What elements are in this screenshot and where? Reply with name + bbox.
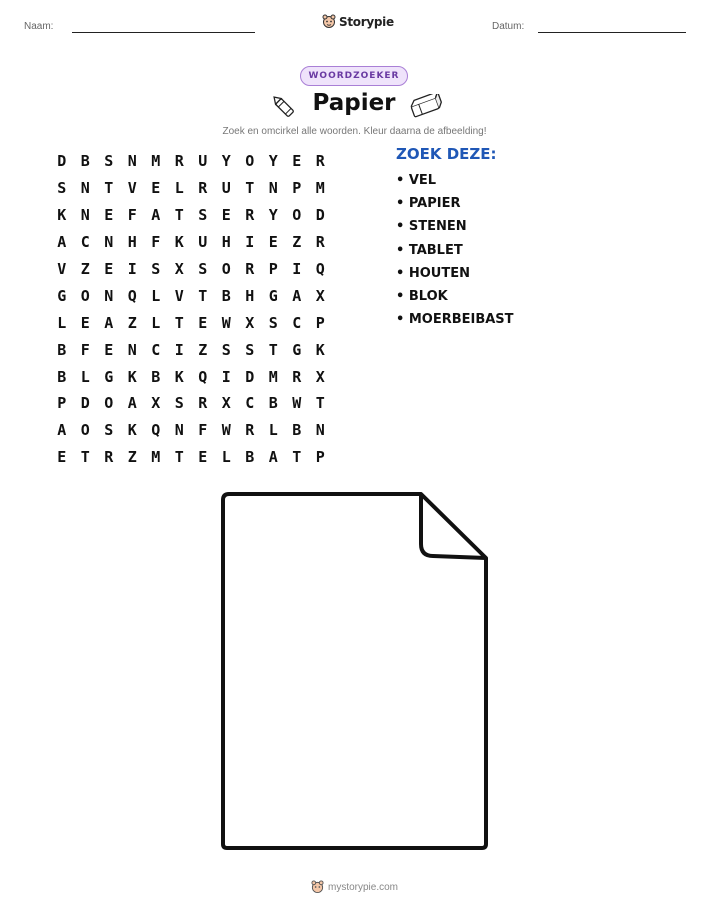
grid-letter[interactable]: T bbox=[292, 448, 302, 467]
word-list bbox=[396, 172, 514, 334]
grid-row bbox=[50, 336, 332, 363]
grid-letter[interactable]: R bbox=[292, 367, 302, 386]
grid-letter[interactable]: M bbox=[315, 179, 325, 198]
grid-letter[interactable]: X bbox=[174, 260, 184, 278]
grid-letter[interactable]: R bbox=[198, 179, 208, 198]
grid-letter[interactable]: E bbox=[104, 260, 114, 278]
grid-row bbox=[50, 229, 332, 256]
grid-letter[interactable]: L bbox=[57, 313, 67, 332]
grid-row bbox=[50, 417, 332, 444]
grid-letter[interactable]: V bbox=[174, 286, 184, 305]
word-list-item: • VEL bbox=[396, 173, 437, 188]
grid-letter[interactable]: O bbox=[80, 286, 90, 305]
grid-letter[interactable]: S bbox=[268, 313, 278, 332]
grid-letter[interactable]: U bbox=[221, 179, 231, 198]
grid-letter[interactable]: G bbox=[292, 340, 302, 359]
grid-letter[interactable]: S bbox=[221, 340, 231, 359]
grid-letter[interactable]: N bbox=[104, 286, 114, 305]
grid-letter[interactable]: K bbox=[315, 340, 325, 359]
grid-row bbox=[50, 309, 332, 336]
grid-letter[interactable]: Z bbox=[292, 233, 302, 252]
grid-letter[interactable]: C bbox=[292, 313, 302, 332]
grid-letter[interactable]: N bbox=[315, 421, 325, 440]
grid-letter[interactable]: N bbox=[80, 179, 90, 198]
grid-letter[interactable]: L bbox=[221, 448, 231, 467]
brand-name: Storypie bbox=[339, 14, 394, 29]
crayon-icon bbox=[270, 93, 298, 121]
grid-letter[interactable]: R bbox=[315, 233, 325, 252]
grid-letter[interactable]: A bbox=[57, 421, 67, 440]
grid-letter[interactable]: G bbox=[104, 367, 114, 386]
grid-letter[interactable]: E bbox=[221, 206, 231, 225]
grid-letter[interactable]: Z bbox=[127, 448, 137, 467]
grid-letter[interactable]: O bbox=[292, 206, 302, 225]
grid-letter[interactable]: R bbox=[104, 448, 114, 467]
grid-letter[interactable]: N bbox=[174, 421, 184, 440]
grid-letter[interactable]: H bbox=[127, 233, 137, 252]
grid-letter[interactable]: Q bbox=[127, 286, 137, 305]
grid-letter[interactable]: B bbox=[57, 367, 67, 386]
grid-letter[interactable]: V bbox=[127, 179, 137, 198]
grid-letter[interactable]: C bbox=[151, 340, 161, 359]
grid-letter[interactable]: F bbox=[151, 233, 161, 252]
grid-letter[interactable]: T bbox=[174, 206, 184, 225]
grid-letter[interactable]: I bbox=[245, 233, 255, 252]
grid-letter[interactable]: E bbox=[292, 152, 302, 171]
instructions: Zoek en omcirkel alle woorden. Kleur daarna de afbeelding! bbox=[222, 126, 487, 137]
grid-letter[interactable]: R bbox=[245, 421, 255, 440]
storypie-mascot-icon bbox=[322, 14, 336, 29]
grid-letter[interactable]: L bbox=[174, 179, 184, 198]
footer bbox=[0, 880, 709, 894]
grid-letter[interactable]: K bbox=[127, 421, 137, 440]
grid-letter[interactable]: E bbox=[104, 340, 114, 359]
grid-letter[interactable]: E bbox=[151, 179, 161, 198]
grid-letter[interactable]: F bbox=[198, 421, 208, 440]
date-line bbox=[538, 32, 686, 33]
grid-letter[interactable]: L bbox=[151, 313, 161, 332]
grid-letter[interactable]: S bbox=[245, 340, 255, 359]
grid-letter[interactable]: S bbox=[104, 421, 114, 440]
grid-letter[interactable]: B bbox=[221, 286, 231, 305]
word-search-grid bbox=[50, 148, 332, 471]
worksheet-type-badge: WOORDZOEKER bbox=[300, 66, 408, 86]
eraser-icon bbox=[408, 94, 442, 120]
grid-letter[interactable]: X bbox=[151, 394, 161, 413]
grid-row bbox=[50, 148, 332, 175]
grid-letter[interactable]: B bbox=[268, 394, 278, 413]
grid-letter[interactable]: T bbox=[80, 448, 90, 467]
grid-letter[interactable]: R bbox=[245, 206, 255, 225]
grid-row bbox=[50, 444, 332, 471]
grid-letter[interactable]: A bbox=[104, 313, 114, 332]
grid-letter[interactable]: W bbox=[221, 313, 231, 332]
grid-letter[interactable]: S bbox=[174, 394, 184, 413]
grid-letter[interactable]: Q bbox=[198, 367, 208, 386]
grid-letter[interactable]: P bbox=[315, 448, 325, 467]
grid-letter[interactable]: W bbox=[221, 421, 231, 440]
grid-letter[interactable]: V bbox=[57, 260, 67, 278]
grid-row bbox=[50, 175, 332, 202]
page-title: Papier bbox=[312, 90, 396, 116]
grid-letter[interactable]: B bbox=[245, 448, 255, 467]
grid-letter[interactable]: K bbox=[57, 206, 67, 225]
grid-letter[interactable]: D bbox=[245, 367, 255, 386]
grid-letter[interactable]: N bbox=[80, 206, 90, 225]
grid-letter[interactable]: I bbox=[292, 260, 302, 278]
grid-letter[interactable]: T bbox=[174, 448, 184, 467]
grid-letter[interactable]: C bbox=[80, 233, 90, 252]
grid-letter[interactable]: M bbox=[151, 448, 161, 467]
grid-letter[interactable]: Q bbox=[315, 260, 325, 278]
grid-letter[interactable]: A bbox=[127, 394, 137, 413]
grid-letter[interactable]: Y bbox=[221, 152, 231, 171]
word-list-item: • TABLET bbox=[396, 242, 463, 258]
word-list-item: • STENEN bbox=[396, 219, 467, 235]
grid-letter[interactable]: T bbox=[174, 313, 184, 332]
grid-letter[interactable]: K bbox=[127, 367, 137, 386]
grid-letter[interactable]: L bbox=[80, 367, 90, 386]
grid-letter[interactable]: T bbox=[245, 179, 255, 198]
grid-letter[interactable]: H bbox=[221, 233, 231, 252]
word-list-item: • BLOK bbox=[396, 288, 448, 304]
storypie-mascot-icon bbox=[311, 880, 324, 894]
grid-letter[interactable]: K bbox=[174, 367, 184, 386]
grid-letter[interactable]: X bbox=[221, 394, 231, 413]
grid-letter[interactable]: G bbox=[57, 286, 67, 305]
grid-letter[interactable]: B bbox=[292, 421, 302, 440]
grid-letter[interactable]: E bbox=[104, 206, 114, 225]
grid-letter[interactable]: A bbox=[268, 448, 278, 467]
brand-logo bbox=[322, 14, 394, 29]
grid-letter[interactable]: C bbox=[245, 394, 255, 413]
grid-letter[interactable]: O bbox=[221, 260, 231, 278]
grid-letter[interactable]: T bbox=[268, 340, 278, 359]
grid-letter[interactable]: X bbox=[245, 313, 255, 332]
footer-site-link[interactable]: mystorypie.com bbox=[327, 881, 398, 893]
grid-letter[interactable]: Z bbox=[198, 340, 208, 359]
grid-letter[interactable]: T bbox=[198, 286, 208, 305]
grid-letter[interactable]: X bbox=[315, 286, 325, 305]
grid-letter[interactable]: R bbox=[174, 152, 184, 171]
grid-letter[interactable]: E bbox=[268, 233, 278, 252]
grid-letter[interactable]: U bbox=[198, 233, 208, 252]
grid-letter[interactable]: S bbox=[57, 179, 67, 198]
grid-letter[interactable]: A bbox=[151, 206, 161, 225]
grid-letter[interactable]: P bbox=[268, 260, 278, 278]
grid-letter[interactable]: O bbox=[104, 394, 114, 413]
grid-letter[interactable]: F bbox=[127, 206, 137, 225]
grid-letter[interactable]: K bbox=[174, 233, 184, 252]
word-list-item: • PAPIER bbox=[396, 196, 461, 212]
grid-letter[interactable]: N bbox=[127, 152, 137, 171]
grid-letter[interactable]: S bbox=[198, 260, 208, 278]
grid-row bbox=[50, 363, 332, 390]
grid-letter[interactable]: D bbox=[57, 152, 67, 171]
name-line bbox=[72, 32, 255, 33]
grid-letter[interactable]: N bbox=[127, 340, 137, 359]
grid-letter[interactable]: R bbox=[315, 152, 325, 171]
grid-row bbox=[50, 282, 332, 309]
grid-letter[interactable]: N bbox=[104, 233, 114, 252]
grid-letter[interactable]: L bbox=[268, 421, 278, 440]
grid-letter[interactable]: R bbox=[198, 394, 208, 413]
grid-letter[interactable]: Y bbox=[268, 152, 278, 171]
grid-letter[interactable]: I bbox=[221, 367, 231, 386]
grid-row bbox=[50, 390, 332, 417]
grid-letter[interactable]: Z bbox=[127, 313, 137, 332]
grid-letter[interactable]: Y bbox=[268, 206, 278, 225]
paper-sheet-icon bbox=[215, 488, 495, 858]
grid-letter[interactable]: G bbox=[268, 286, 278, 305]
grid-letter[interactable]: A bbox=[292, 286, 302, 305]
grid-letter[interactable]: O bbox=[80, 421, 90, 440]
grid-letter[interactable]: D bbox=[315, 206, 325, 225]
grid-letter[interactable]: E bbox=[198, 448, 208, 467]
grid-letter[interactable]: F bbox=[80, 340, 90, 359]
grid-letter[interactable]: E bbox=[198, 313, 208, 332]
grid-letter[interactable]: Z bbox=[80, 260, 90, 278]
grid-letter[interactable]: I bbox=[127, 260, 137, 278]
grid-letter[interactable]: M bbox=[151, 152, 161, 171]
grid-letter[interactable]: N bbox=[268, 179, 278, 198]
grid-letter[interactable]: L bbox=[151, 286, 161, 305]
name-label: Naam: bbox=[24, 21, 54, 32]
grid-letter[interactable]: B bbox=[57, 340, 67, 359]
grid-letter[interactable]: P bbox=[292, 179, 302, 198]
grid-letter[interactable]: S bbox=[151, 260, 161, 278]
grid-letter[interactable]: S bbox=[104, 152, 114, 171]
grid-letter[interactable]: H bbox=[245, 286, 255, 305]
word-list-item: • MOERBEIBAST bbox=[396, 312, 514, 328]
grid-letter[interactable]: I bbox=[174, 340, 184, 359]
grid-letter[interactable]: S bbox=[198, 206, 208, 225]
grid-letter[interactable]: D bbox=[80, 394, 90, 413]
grid-letter[interactable]: W bbox=[292, 394, 302, 413]
grid-letter[interactable]: A bbox=[57, 233, 67, 252]
grid-letter[interactable]: X bbox=[315, 367, 325, 386]
grid-letter[interactable]: P bbox=[315, 313, 325, 332]
grid-letter[interactable]: Q bbox=[151, 421, 161, 440]
grid-letter[interactable]: U bbox=[198, 152, 208, 171]
grid-letter[interactable]: O bbox=[245, 152, 255, 171]
grid-letter[interactable]: E bbox=[57, 448, 67, 467]
word-list-title: ZOEK DEZE: bbox=[396, 145, 497, 163]
word-list-item: • HOUTEN bbox=[396, 265, 470, 281]
grid-letter[interactable]: B bbox=[80, 152, 90, 171]
grid-letter[interactable]: R bbox=[245, 260, 255, 278]
grid-letter[interactable]: E bbox=[80, 313, 90, 332]
grid-row bbox=[50, 256, 332, 283]
date-label: Datum: bbox=[492, 21, 525, 32]
grid-letter[interactable]: M bbox=[268, 367, 278, 386]
grid-letter[interactable]: B bbox=[151, 367, 161, 386]
grid-row bbox=[50, 202, 332, 229]
grid-letter[interactable]: T bbox=[315, 394, 325, 413]
grid-letter[interactable]: T bbox=[104, 179, 114, 198]
grid-letter[interactable]: P bbox=[57, 394, 67, 413]
